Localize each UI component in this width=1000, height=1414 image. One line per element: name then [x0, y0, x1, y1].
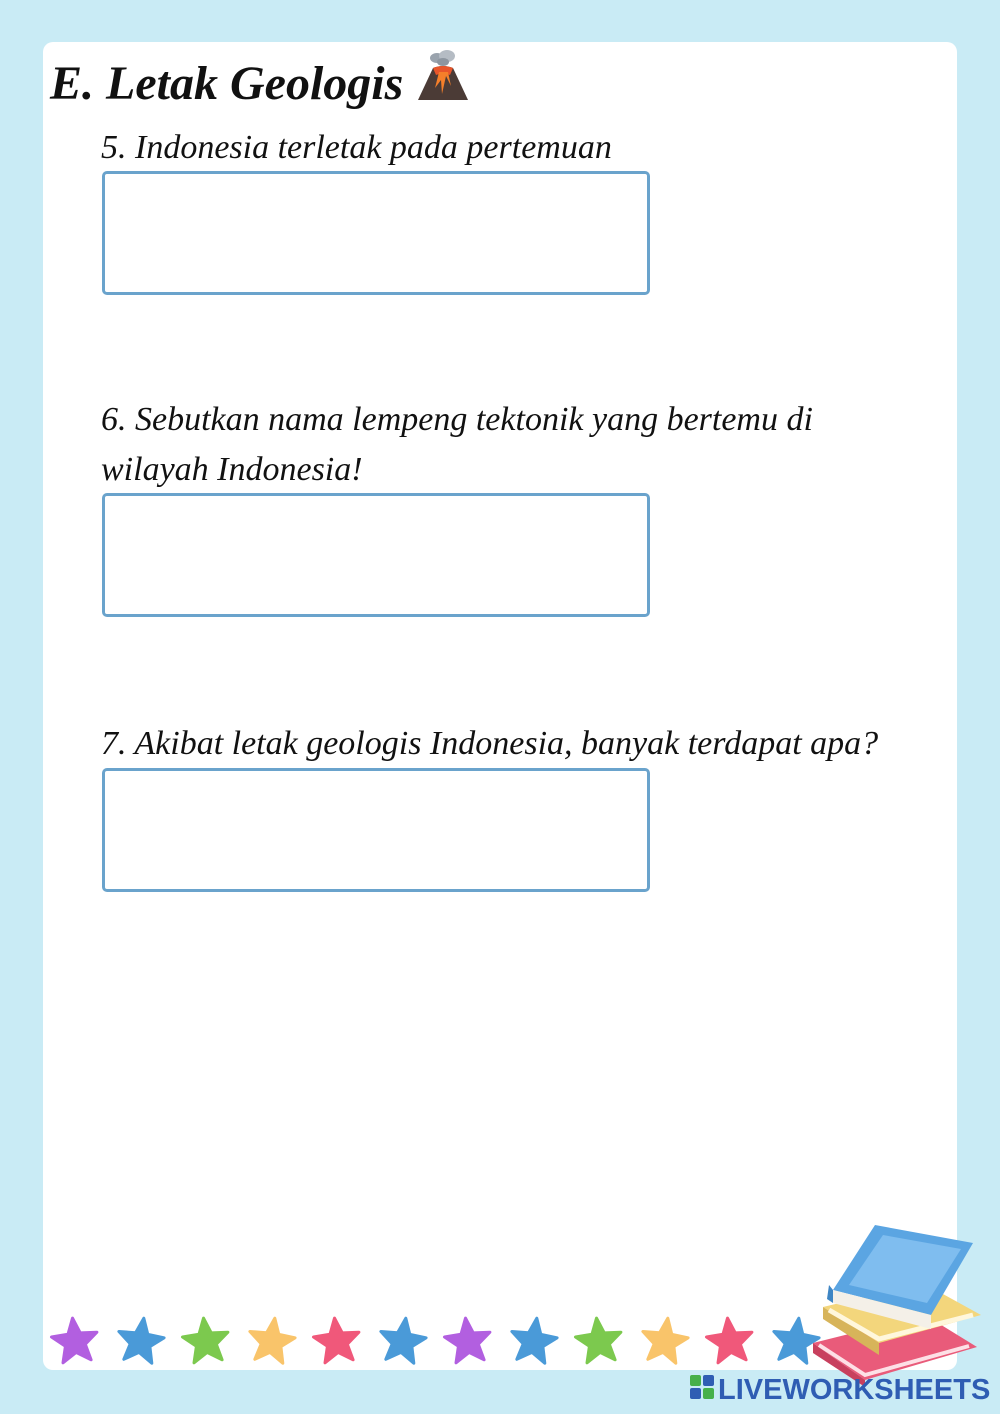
brand-text: LIVEWORKSHEETS: [718, 1373, 991, 1406]
footer-brand: [690, 1370, 990, 1410]
section-title: [50, 48, 471, 119]
books-icon: [805, 1215, 985, 1395]
question-5: 5. Indonesia terletak pada pertemuan: [101, 129, 612, 166]
section-title-text: E. Letak Geologis: [50, 56, 404, 110]
liveworksheets-logo-icon: [690, 1374, 714, 1407]
answer-input-7[interactable]: [102, 768, 650, 892]
answer-input-6[interactable]: [102, 493, 650, 617]
volcano-icon: [415, 48, 471, 119]
answer-input-5[interactable]: [102, 171, 650, 295]
question-7: 7. Akibat letak geologis Indonesia, banyak terdapat apa?: [101, 725, 879, 762]
question-6: 6. Sebutkan nama lempeng tektonik yang bertemu di wilayah Indonesia!: [101, 401, 813, 488]
